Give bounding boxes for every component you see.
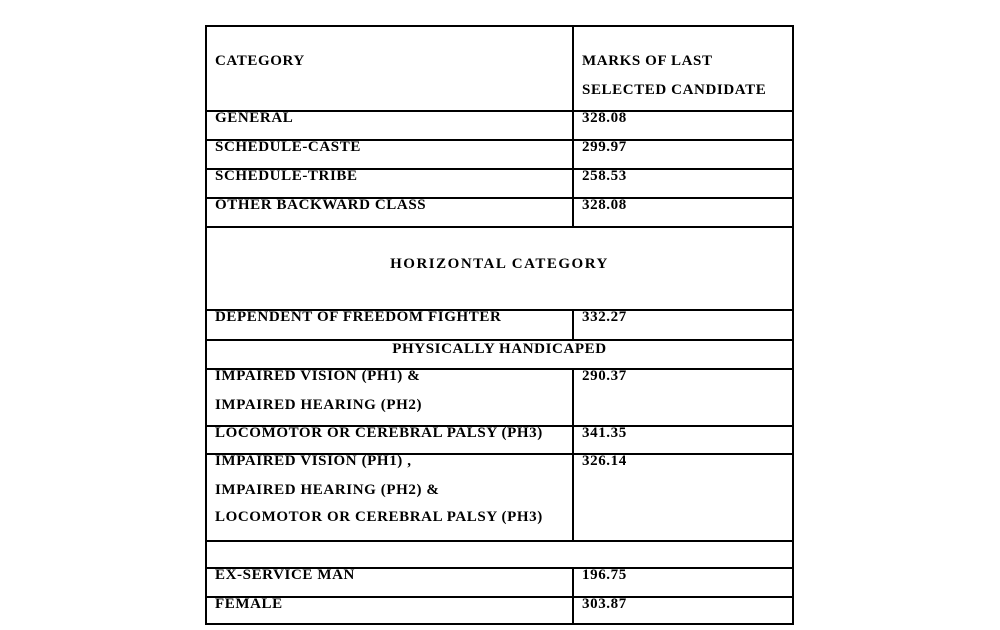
header-category-cell — [207, 27, 574, 110]
category-cell: SCHEDULE-TRIBE — [215, 168, 358, 184]
category-cell: LOCOMOTOR OR CEREBRAL PALSY (PH3) — [215, 425, 543, 441]
marks-cell: 332.27 — [582, 309, 627, 325]
header-marks-line1: MARKS OF LAST — [582, 53, 713, 69]
category-cell-line: LOCOMOTOR OR CEREBRAL PALSY (PH3) — [215, 509, 543, 525]
table-row — [207, 199, 792, 228]
category-cell-line: IMPAIRED VISION (PH1) , — [215, 453, 412, 469]
horizontal-category-heading: HORIZONTAL CATEGORY — [390, 256, 609, 272]
marks-cell: 328.08 — [582, 110, 627, 126]
marks-cell: 290.37 — [582, 368, 627, 384]
category-cell-line: IMPAIRED HEARING (PH2) & — [215, 482, 440, 498]
header-row — [207, 27, 792, 112]
marks-cell: 303.87 — [582, 596, 627, 612]
category-cell-line: IMPAIRED VISION (PH1) & — [215, 368, 421, 384]
category-cell: GENERAL — [215, 110, 294, 126]
category-cell: FEMALE — [215, 596, 283, 612]
header-marks-line2: SELECTED CANDIDATE — [582, 82, 767, 98]
horizontal-category-row — [207, 228, 792, 311]
cutoff-marks-table — [205, 25, 794, 625]
category-cell: SCHEDULE-CASTE — [215, 139, 361, 155]
marks-cell: 299.97 — [582, 139, 627, 155]
marks-cell: 196.75 — [582, 567, 627, 583]
marks-cell: 258.53 — [582, 168, 627, 184]
category-cell-line: IMPAIRED HEARING (PH2) — [215, 397, 423, 413]
marks-cell: 328.08 — [582, 197, 627, 213]
category-cell: EX-SERVICE MAN — [215, 567, 355, 583]
marks-cell: 341.35 — [582, 425, 627, 441]
header-marks-cell — [574, 27, 792, 110]
marks-cell: 326.14 — [582, 453, 627, 469]
category-cell: DEPENDENT OF FREEDOM FIGHTER — [215, 309, 502, 325]
category-cell: OTHER BACKWARD CLASS — [215, 197, 427, 213]
table-row — [207, 455, 792, 542]
table-row — [207, 598, 792, 623]
physically-handicapped-heading: PHYSICALLY HANDICAPED — [392, 341, 607, 357]
header-category: CATEGORY — [215, 53, 305, 69]
